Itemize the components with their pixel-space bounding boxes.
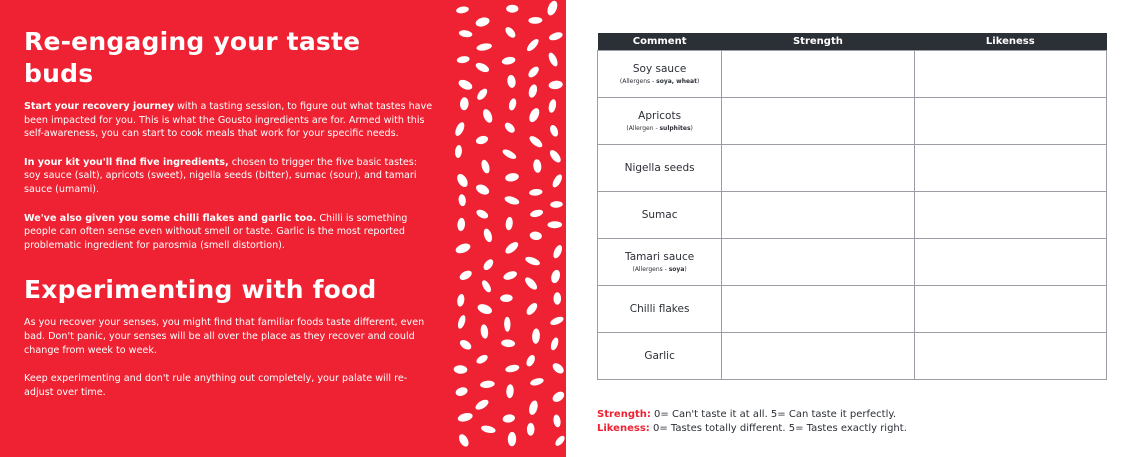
seed-shape	[547, 221, 562, 228]
ingredient-cell	[598, 98, 722, 145]
seed-shape	[528, 400, 540, 416]
likeness-cell[interactable]	[914, 192, 1106, 239]
seed-shape	[458, 338, 473, 351]
paragraph-recover-senses: As you recover your senses, you might find that familiar foods taste different, even bad. Don't panic, your senses will be all over the place as they recover and could change from week to week.	[24, 317, 425, 356]
table-row-tamari-sauce	[598, 239, 1107, 286]
ingredient-name: Apricots	[638, 110, 682, 122]
seed-shape	[504, 172, 519, 182]
paragraph-chilli-garlic-text: Chilli is something people can often sense even without smell or taste. Garlic is the most reported problematic ingredient for parosmia (smell distortion).	[24, 212, 408, 251]
seed-shape	[508, 432, 517, 447]
seed-shape	[503, 121, 517, 135]
seed-shape	[503, 240, 520, 256]
likeness-cell[interactable]	[914, 51, 1106, 98]
likeness-cell[interactable]	[914, 145, 1106, 192]
seed-shape	[500, 294, 513, 302]
ingredient-name: Soy sauce	[632, 63, 687, 75]
ingredient-name: Chilli flakes	[629, 303, 690, 315]
seed-shape	[476, 42, 493, 51]
seed-shape	[549, 315, 565, 327]
seed-shape	[529, 208, 544, 218]
ingredient-name: Tamari sauce	[625, 251, 695, 263]
heading-reengaging: Re-engaging your taste buds	[24, 27, 361, 88]
seed-shape	[501, 56, 516, 66]
seed-shape	[550, 269, 562, 284]
seed-shape	[532, 328, 541, 344]
seed-shape	[455, 386, 469, 398]
seed-shape	[476, 302, 493, 316]
seed-shape	[553, 414, 562, 428]
likeness-cell[interactable]	[914, 239, 1106, 286]
paragraph-kit-text: chosen to trigger the five basic tastes: soy sauce (salt), apricots (sweet), nigella seeds (bitter), sumac (sour), and tamari sauce (umami).	[24, 156, 418, 195]
seed-shape	[457, 218, 466, 232]
likeness-cell[interactable]	[914, 286, 1106, 333]
ingredient-cell	[598, 192, 722, 239]
seed-shape	[527, 83, 538, 98]
strength-cell[interactable]	[722, 51, 914, 98]
seed-shape	[455, 145, 463, 159]
seed-shape	[549, 337, 559, 352]
seed-shape	[550, 201, 563, 208]
paragraph-recovery	[24, 100, 434, 141]
table-row-chilli-flakes	[598, 286, 1107, 333]
seed-shape	[474, 61, 490, 74]
seed-shape	[524, 255, 541, 267]
table-header-row	[598, 33, 1107, 51]
decorative-seed-pattern	[452, 0, 566, 457]
seed-shape	[480, 380, 495, 389]
paragraph-chilli-garlic-bold: We've also given you some chilli flakes and garlic too.	[24, 212, 317, 224]
seed-shape	[506, 5, 518, 13]
seed-shape	[482, 228, 493, 244]
ingredient-name: Nigella seeds	[624, 162, 695, 174]
seed-shape	[505, 217, 513, 231]
legend-likeness-label: Likeness:	[597, 423, 650, 434]
seed-shape	[528, 17, 542, 24]
seed-shape	[548, 31, 564, 42]
left-panel	[0, 0, 566, 457]
ingredient-cell	[598, 145, 722, 192]
seed-shape	[554, 292, 562, 304]
paragraph-keep-experimenting: Keep experimenting and don't rule anything out completely, your palate will re-adjust over time.	[24, 373, 408, 398]
seed-shape	[482, 258, 495, 272]
seed-shape	[502, 269, 518, 281]
header-strength: Strength	[722, 33, 914, 51]
likeness-cell[interactable]	[914, 333, 1106, 380]
seed-shape	[456, 293, 465, 307]
seed-shape	[504, 317, 511, 332]
seed-shape	[474, 398, 490, 412]
ingredient-cell	[598, 333, 722, 380]
paragraph-recovery-bold: Start your recovery journey	[24, 101, 175, 112]
seed-shape	[551, 173, 564, 189]
seed-shape	[506, 384, 514, 398]
legend-likeness	[597, 422, 907, 436]
seed-shape	[508, 98, 518, 112]
table-row-soy-sauce	[598, 51, 1107, 98]
legend-likeness-text: 0= Tastes totally different. 5= Tastes exactly right.	[649, 423, 907, 434]
allergen-note: (Allergen - sulphites)	[626, 125, 693, 132]
seed-shape	[548, 80, 563, 90]
seed-shape	[475, 353, 489, 365]
strength-cell[interactable]	[722, 145, 914, 192]
seed-shape	[457, 411, 474, 423]
right-panel	[566, 0, 1133, 457]
seed-shape	[523, 275, 539, 291]
seed-shape	[504, 25, 518, 39]
ingredient-name: Garlic	[644, 350, 675, 362]
seed-shape	[504, 195, 521, 207]
seed-shape	[457, 433, 470, 449]
strength-cell[interactable]	[722, 286, 914, 333]
seed-shape	[501, 339, 516, 348]
strength-cell[interactable]	[722, 333, 914, 380]
seed-shape	[480, 424, 496, 434]
seed-shape	[552, 244, 564, 260]
seed-shape	[533, 159, 542, 173]
seed-shape	[525, 301, 540, 317]
ingredient-cell	[598, 286, 722, 333]
seed-shape	[554, 434, 566, 447]
seed-shape	[453, 365, 467, 374]
table-row-garlic	[598, 333, 1107, 380]
header-likeness: Likeness	[914, 33, 1106, 51]
seed-shape	[529, 377, 544, 387]
seed-shape	[475, 208, 490, 220]
seed-shape	[547, 51, 560, 67]
legend-strength-text: 0= Can't taste it at all. 5= Can taste it perfectly.	[650, 409, 897, 420]
seed-shape	[548, 148, 563, 164]
seed-shape	[549, 124, 560, 138]
ingredient-cell	[598, 51, 722, 98]
seed-shape	[460, 97, 469, 111]
strength-cell[interactable]	[722, 192, 914, 239]
table-row-apricots	[598, 98, 1107, 145]
table-row-nigella-seeds	[598, 145, 1107, 192]
allergen-note: (Allergens - soya)	[632, 266, 687, 273]
seed-shape	[453, 121, 466, 137]
intro-text	[24, 26, 434, 414]
allergen-note: (Allergens - soya, wheat)	[619, 78, 700, 85]
seed-shape	[480, 159, 491, 175]
seed-shape	[454, 242, 471, 256]
seed-shape	[507, 74, 517, 88]
seed-shape	[528, 134, 544, 149]
seed-shape	[505, 364, 520, 374]
ingredient-cell	[598, 239, 722, 286]
paragraph-recovery-text: with a tasting session, to figure out what tastes have been impacted for you. This is what the Gousto ingredients are for. Armed with this self-awareness, you can start to cook meals that work for your specific needs.	[24, 101, 433, 140]
legend-strength	[597, 408, 907, 422]
seed-shape	[546, 0, 560, 17]
seed-shape	[474, 183, 490, 197]
scale-legend	[597, 408, 907, 436]
seed-shape	[457, 78, 474, 92]
seed-shape	[502, 414, 515, 424]
heading-experimenting: Experimenting with food	[24, 275, 377, 305]
seed-shape	[458, 194, 467, 207]
seed-shape	[458, 29, 472, 38]
header-comment: Comment	[598, 33, 722, 51]
seed-shape	[455, 172, 470, 189]
seed-shape	[481, 108, 494, 124]
paragraph-kit	[24, 156, 434, 197]
seed-shape	[475, 16, 491, 28]
seed-shape	[480, 279, 493, 294]
strength-cell[interactable]	[722, 98, 914, 145]
paragraph-kit-bold: In your kit you'll find five ingredients,	[24, 156, 229, 168]
seed-shape	[527, 423, 535, 436]
seed-shape	[475, 134, 489, 145]
seed-shape	[551, 390, 566, 404]
seed-shape	[551, 361, 566, 375]
likeness-cell[interactable]	[914, 98, 1106, 145]
seed-shape	[456, 55, 470, 64]
seed-shape	[526, 65, 540, 80]
seed-shape	[475, 87, 489, 102]
seed-shape	[525, 354, 537, 368]
seed-shape	[456, 314, 466, 329]
seed-shape	[529, 231, 542, 241]
strength-cell[interactable]	[722, 239, 914, 286]
seed-shape	[529, 188, 543, 196]
seed-shape	[525, 37, 540, 53]
seed-shape	[458, 269, 473, 282]
ingredient-name: Sumac	[641, 209, 678, 221]
seed-shape	[548, 99, 558, 114]
tasting-table	[597, 33, 1107, 380]
seed-shape	[527, 107, 541, 124]
seed-shape	[480, 324, 489, 339]
seed-shape	[456, 6, 470, 15]
legend-strength-label: Strength:	[597, 409, 651, 420]
paragraph-chilli-garlic	[24, 212, 434, 253]
table-row-sumac	[598, 192, 1107, 239]
seed-shape	[501, 148, 517, 161]
